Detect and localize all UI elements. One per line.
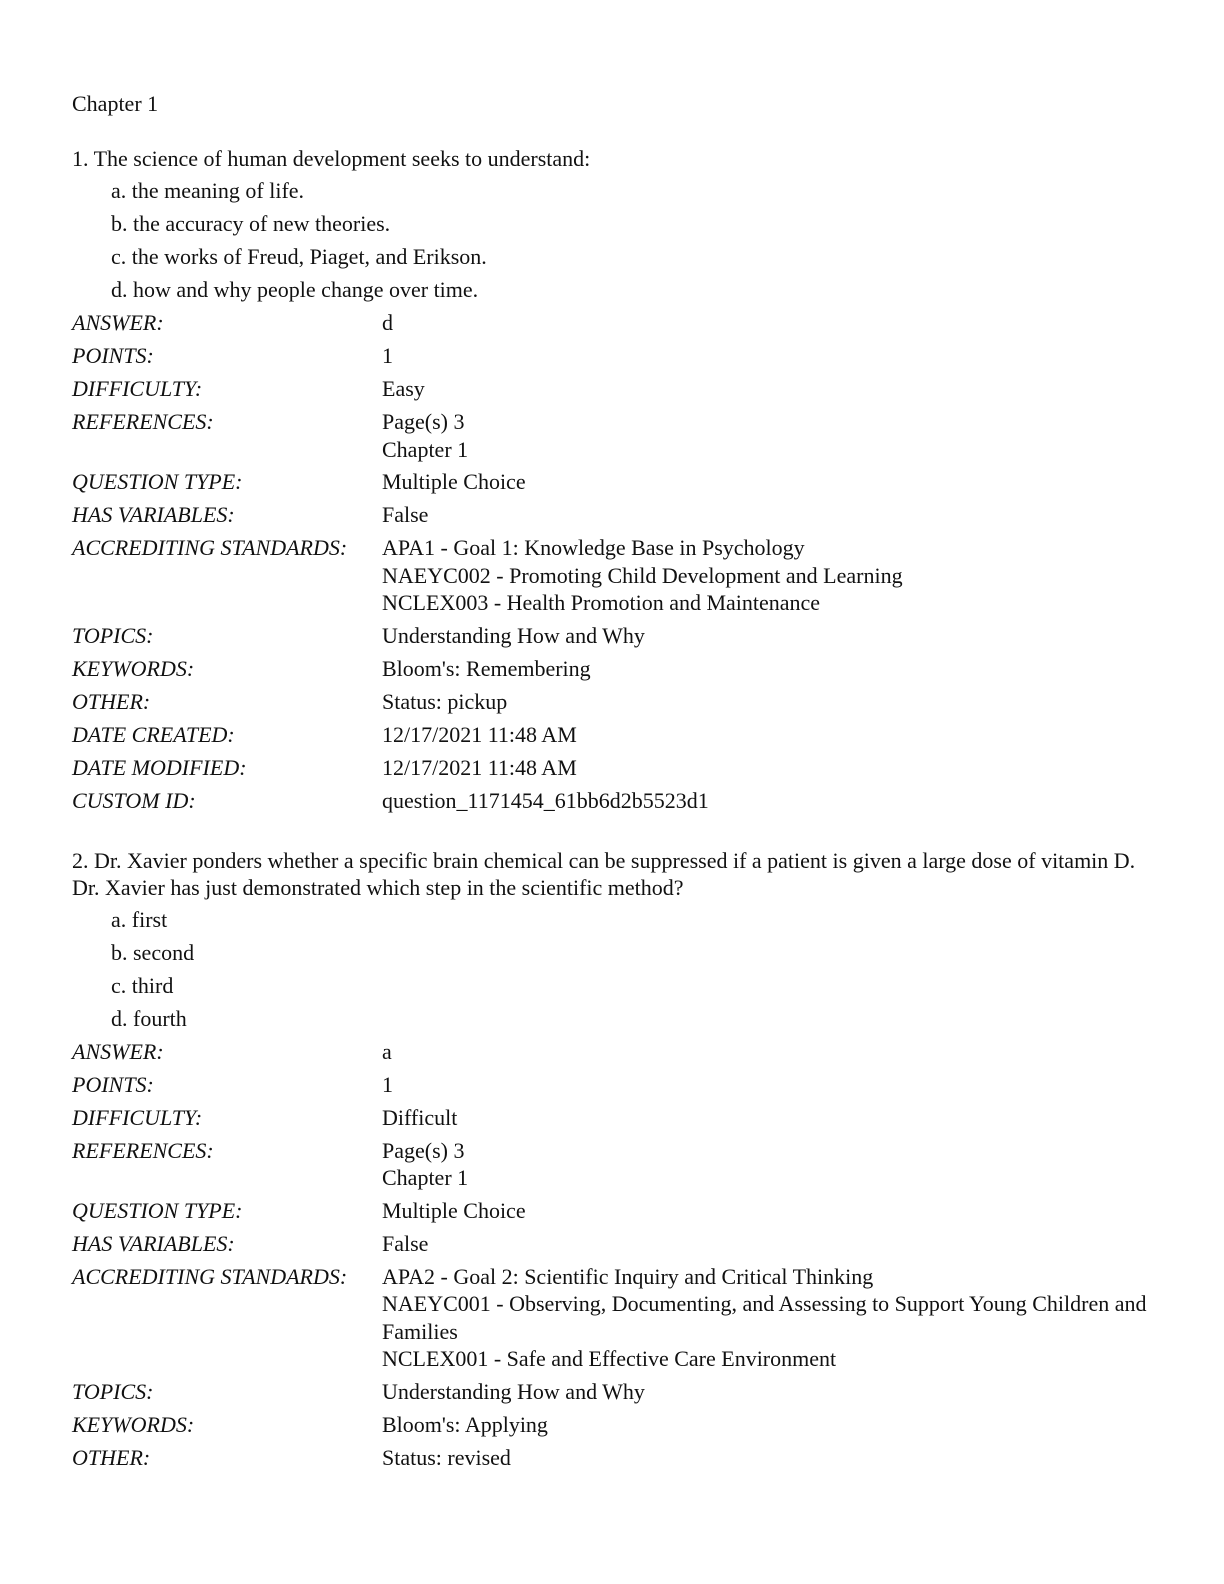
metadata-values <box>382 309 1152 337</box>
metadata-value: 12/17/2021 11:48 AM <box>382 754 577 780</box>
metadata-values <box>382 1444 1152 1472</box>
question-metadata <box>72 1038 1152 1472</box>
metadata-values <box>382 655 1152 683</box>
answer-option: c. third <box>111 972 174 998</box>
metadata-value: Status: pickup <box>382 688 508 714</box>
metadata-values <box>382 342 1152 370</box>
metadata-value: Understanding How and Why <box>382 1378 645 1404</box>
question-metadata <box>72 309 1152 815</box>
metadata-row <box>72 375 1152 403</box>
metadata-label: QUESTION TYPE: <box>72 1197 243 1223</box>
metadata-value: Easy <box>382 376 425 401</box>
metadata-row <box>72 622 1152 650</box>
metadata-label: DATE MODIFIED: <box>72 754 247 780</box>
answer-option: d. how and why people change over time. <box>111 277 479 302</box>
metadata-value: Bloom's: Remembering <box>382 655 591 681</box>
metadata-values <box>382 408 1152 463</box>
answer-option: d. fourth <box>111 1005 187 1031</box>
metadata-row <box>72 721 1152 749</box>
metadata-values <box>382 1071 1152 1099</box>
metadata-label: OTHER: <box>72 1444 151 1470</box>
metadata-row <box>72 1411 1152 1439</box>
metadata-row <box>72 754 1152 782</box>
answer-option: c. the works of Freud, Piaget, and Erikson. <box>111 244 487 269</box>
metadata-row <box>72 501 1152 529</box>
metadata-values <box>382 1263 1152 1373</box>
metadata-value: Multiple Choice <box>382 469 526 494</box>
metadata-label: HAS VARIABLES: <box>72 1230 235 1256</box>
metadata-value: Multiple Choice <box>382 1197 526 1223</box>
metadata-value: NCLEX001 - Safe and Effective Care Environment <box>382 1346 837 1371</box>
metadata-values <box>382 1038 1152 1066</box>
metadata-values <box>382 721 1152 749</box>
question-block <box>72 145 1152 815</box>
metadata-value: Difficult <box>382 1104 458 1130</box>
metadata-label: REFERENCES: <box>72 409 214 434</box>
answer-option: b. the accuracy of new theories. <box>111 211 391 236</box>
metadata-row <box>72 655 1152 683</box>
metadata-row <box>72 688 1152 716</box>
metadata-label: POINTS: <box>72 343 154 368</box>
metadata-value: Bloom's: Applying <box>382 1411 548 1437</box>
metadata-row <box>72 1378 1152 1406</box>
metadata-label: TOPICS: <box>72 1378 154 1404</box>
metadata-row <box>72 787 1152 815</box>
question-stem: 1. The science of human development seeks to understand: <box>72 146 591 171</box>
metadata-values <box>382 688 1152 716</box>
metadata-values <box>382 1104 1152 1132</box>
metadata-row <box>72 1071 1152 1099</box>
metadata-value: a <box>382 1038 392 1064</box>
metadata-label: ACCREDITING STANDARDS: <box>72 1263 348 1289</box>
answer-option: a. the meaning of life. <box>111 178 305 203</box>
metadata-value: Status: revised <box>382 1444 511 1470</box>
metadata-label: OTHER: <box>72 688 151 714</box>
metadata-value: Page(s) 3 <box>382 1137 465 1163</box>
metadata-label: HAS VARIABLES: <box>72 502 235 527</box>
metadata-row <box>72 408 1152 463</box>
metadata-row <box>72 1197 1152 1225</box>
metadata-values <box>382 1411 1152 1439</box>
metadata-label: DIFFICULTY: <box>72 376 203 401</box>
metadata-value: APA2 - Goal 2: Scientific Inquiry and Critical Thinking <box>382 1263 874 1289</box>
metadata-label: KEYWORDS: <box>72 655 195 681</box>
metadata-value: d <box>382 310 393 335</box>
metadata-values <box>382 1378 1152 1406</box>
metadata-row <box>72 1038 1152 1066</box>
metadata-value: NAEYC001 - Observing, Documenting, and Assessing to Support Young Children and Families <box>382 1291 1147 1344</box>
answer-option: a. first <box>111 906 168 932</box>
chapter-title: Chapter 1 <box>72 91 159 116</box>
question-stem: 2. Dr. Xavier ponders whether a specific brain chemical can be suppressed if a patient is given a large dose of vitamin D. Dr. Xavier has just demonstrated which step in the scientific method? <box>72 847 1136 900</box>
metadata-label: DATE CREATED: <box>72 721 235 747</box>
metadata-value: False <box>382 1230 429 1256</box>
metadata-value: NAEYC002 - Promoting Child Development and Learning <box>382 562 903 588</box>
metadata-values <box>382 501 1152 529</box>
metadata-values <box>382 787 1152 815</box>
metadata-value: 1 <box>382 1071 393 1097</box>
metadata-label: REFERENCES: <box>72 1137 214 1163</box>
answer-options <box>72 906 1152 1033</box>
metadata-value: Chapter 1 <box>382 1165 469 1190</box>
question-list <box>72 145 1152 1472</box>
metadata-row <box>72 342 1152 370</box>
metadata-label: QUESTION TYPE: <box>72 469 243 494</box>
metadata-values <box>382 622 1152 650</box>
metadata-value: 12/17/2021 11:48 AM <box>382 721 577 747</box>
metadata-value: question_1171454_61bb6d2b5523d1 <box>382 787 709 813</box>
metadata-label: TOPICS: <box>72 622 154 648</box>
metadata-value: 1 <box>382 343 393 368</box>
metadata-label: ANSWER: <box>72 310 164 335</box>
metadata-value: Page(s) 3 <box>382 409 465 434</box>
metadata-row <box>72 1263 1152 1373</box>
metadata-label: ACCREDITING STANDARDS: <box>72 535 348 560</box>
metadata-values <box>382 375 1152 403</box>
answer-option: b. second <box>111 939 195 965</box>
metadata-label: DIFFICULTY: <box>72 1104 203 1130</box>
metadata-row <box>72 1137 1152 1192</box>
metadata-label: CUSTOM ID: <box>72 787 196 813</box>
question-block <box>72 847 1152 1472</box>
metadata-row <box>72 534 1152 617</box>
metadata-row <box>72 468 1152 496</box>
answer-options <box>72 177 1152 304</box>
metadata-values <box>382 468 1152 496</box>
metadata-label: KEYWORDS: <box>72 1411 195 1437</box>
document-page <box>72 90 1152 1472</box>
metadata-value: APA1 - Goal 1: Knowledge Base in Psychology <box>382 535 805 560</box>
metadata-values <box>382 1137 1152 1192</box>
metadata-row <box>72 1444 1152 1472</box>
metadata-value: False <box>382 502 429 527</box>
metadata-label: ANSWER: <box>72 1038 164 1064</box>
metadata-label: POINTS: <box>72 1071 154 1097</box>
metadata-value: NCLEX003 - Health Promotion and Maintenance <box>382 590 821 615</box>
metadata-row <box>72 1104 1152 1132</box>
metadata-values <box>382 754 1152 782</box>
metadata-values <box>382 1230 1152 1258</box>
metadata-values <box>382 1197 1152 1225</box>
metadata-values <box>382 534 1152 617</box>
metadata-value: Understanding How and Why <box>382 622 645 648</box>
metadata-value: Chapter 1 <box>382 436 469 462</box>
metadata-row <box>72 309 1152 337</box>
metadata-row <box>72 1230 1152 1258</box>
